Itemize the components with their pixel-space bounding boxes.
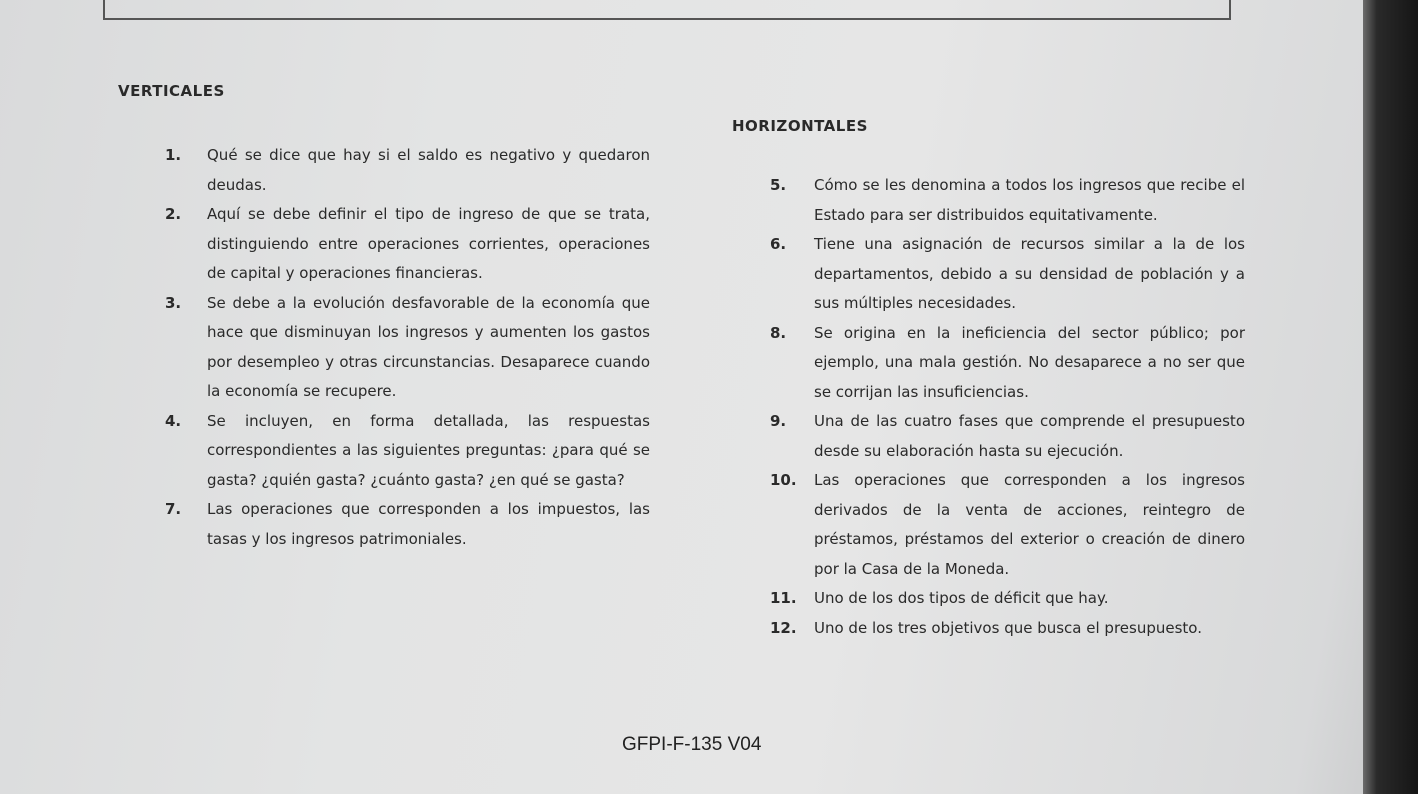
clue-text: Aquí se debe definir el tipo de ingreso de que se trata, distinguiendo entre operaciones corrientes, operaciones de capital y operaciones financieras. (207, 205, 650, 282)
clue-item (770, 614, 1245, 644)
clue-item (165, 141, 650, 200)
clue-text: Uno de los dos tipos de déficit que hay. (814, 589, 1109, 607)
clue-item (165, 495, 650, 554)
clue-number: 12. (770, 618, 797, 637)
verticales-heading: VERTICALES (118, 82, 225, 100)
clue-number: 11. (770, 589, 797, 607)
clue-text: Las operaciones que corresponden a los ingresos derivados de la venta de acciones, reintegro de préstamos, préstamos del exterior o creación de dinero por la Casa de la Moneda. (814, 471, 1245, 578)
clue-item (770, 466, 1245, 584)
clue-number: 3. (165, 293, 182, 312)
document-code: GFPI-F-135 V04 (622, 734, 762, 755)
table-border-top (103, 0, 1231, 20)
clue-item (770, 407, 1245, 466)
clue-item (165, 407, 650, 496)
clue-text: Se incluyen, en forma detallada, las respuestas correspondientes a las siguientes preguntas: ¿para qué se gasta? ¿quién gasta? ¿cuánto gasta? ¿en qué se gasta? (207, 411, 650, 489)
clue-item (770, 319, 1245, 408)
clue-text: Se origina en la ineficiencia del sector público; por ejemplo, una mala gestión. No desaparece a no ser que se corrijan las insuficiencias. (814, 323, 1245, 401)
clue-text: Tiene una asignación de recursos similar a la de los departamentos, debido a su densidad de población y a sus múltiples necesidades. (814, 235, 1245, 312)
clue-item (165, 200, 650, 289)
clue-number: 8. (770, 323, 787, 342)
clue-number: 9. (770, 412, 787, 430)
verticales-clue-list (165, 141, 650, 554)
horizontales-heading: HORIZONTALES (732, 117, 868, 135)
clue-number: 10. (770, 471, 797, 489)
clue-item (770, 171, 1245, 230)
clue-text: Una de las cuatro fases que comprende el presupuesto desde su elaboración hasta su ejecución. (814, 412, 1245, 460)
clue-number: 2. (165, 205, 182, 223)
clue-text: Uno de los tres objetivos que busca el presupuesto. (814, 618, 1202, 637)
clue-item (770, 584, 1245, 614)
clue-item (165, 289, 650, 407)
clue-number: 7. (165, 500, 182, 518)
clue-item (770, 230, 1245, 319)
clue-text: Se debe a la evolución desfavorable de la economía que hace que disminuyan los ingresos y aumenten los gastos por desempleo y otras circunstancias. Desaparece cuando la economía se recupere. (207, 293, 650, 400)
monitor-bezel (1363, 0, 1418, 794)
clue-number: 5. (770, 176, 787, 194)
clue-number: 4. (165, 411, 182, 430)
clue-number: 6. (770, 235, 787, 253)
clue-text: Qué se dice que hay si el saldo es negativo y quedaron deudas. (207, 146, 650, 194)
clue-text: Cómo se les denomina a todos los ingresos que recibe el Estado para ser distribuidos equitativamente. (814, 176, 1245, 224)
horizontales-clue-list (770, 171, 1245, 643)
clue-number: 1. (165, 146, 182, 164)
clue-text: Las operaciones que corresponden a los impuestos, las tasas y los ingresos patrimoniales. (207, 500, 650, 548)
